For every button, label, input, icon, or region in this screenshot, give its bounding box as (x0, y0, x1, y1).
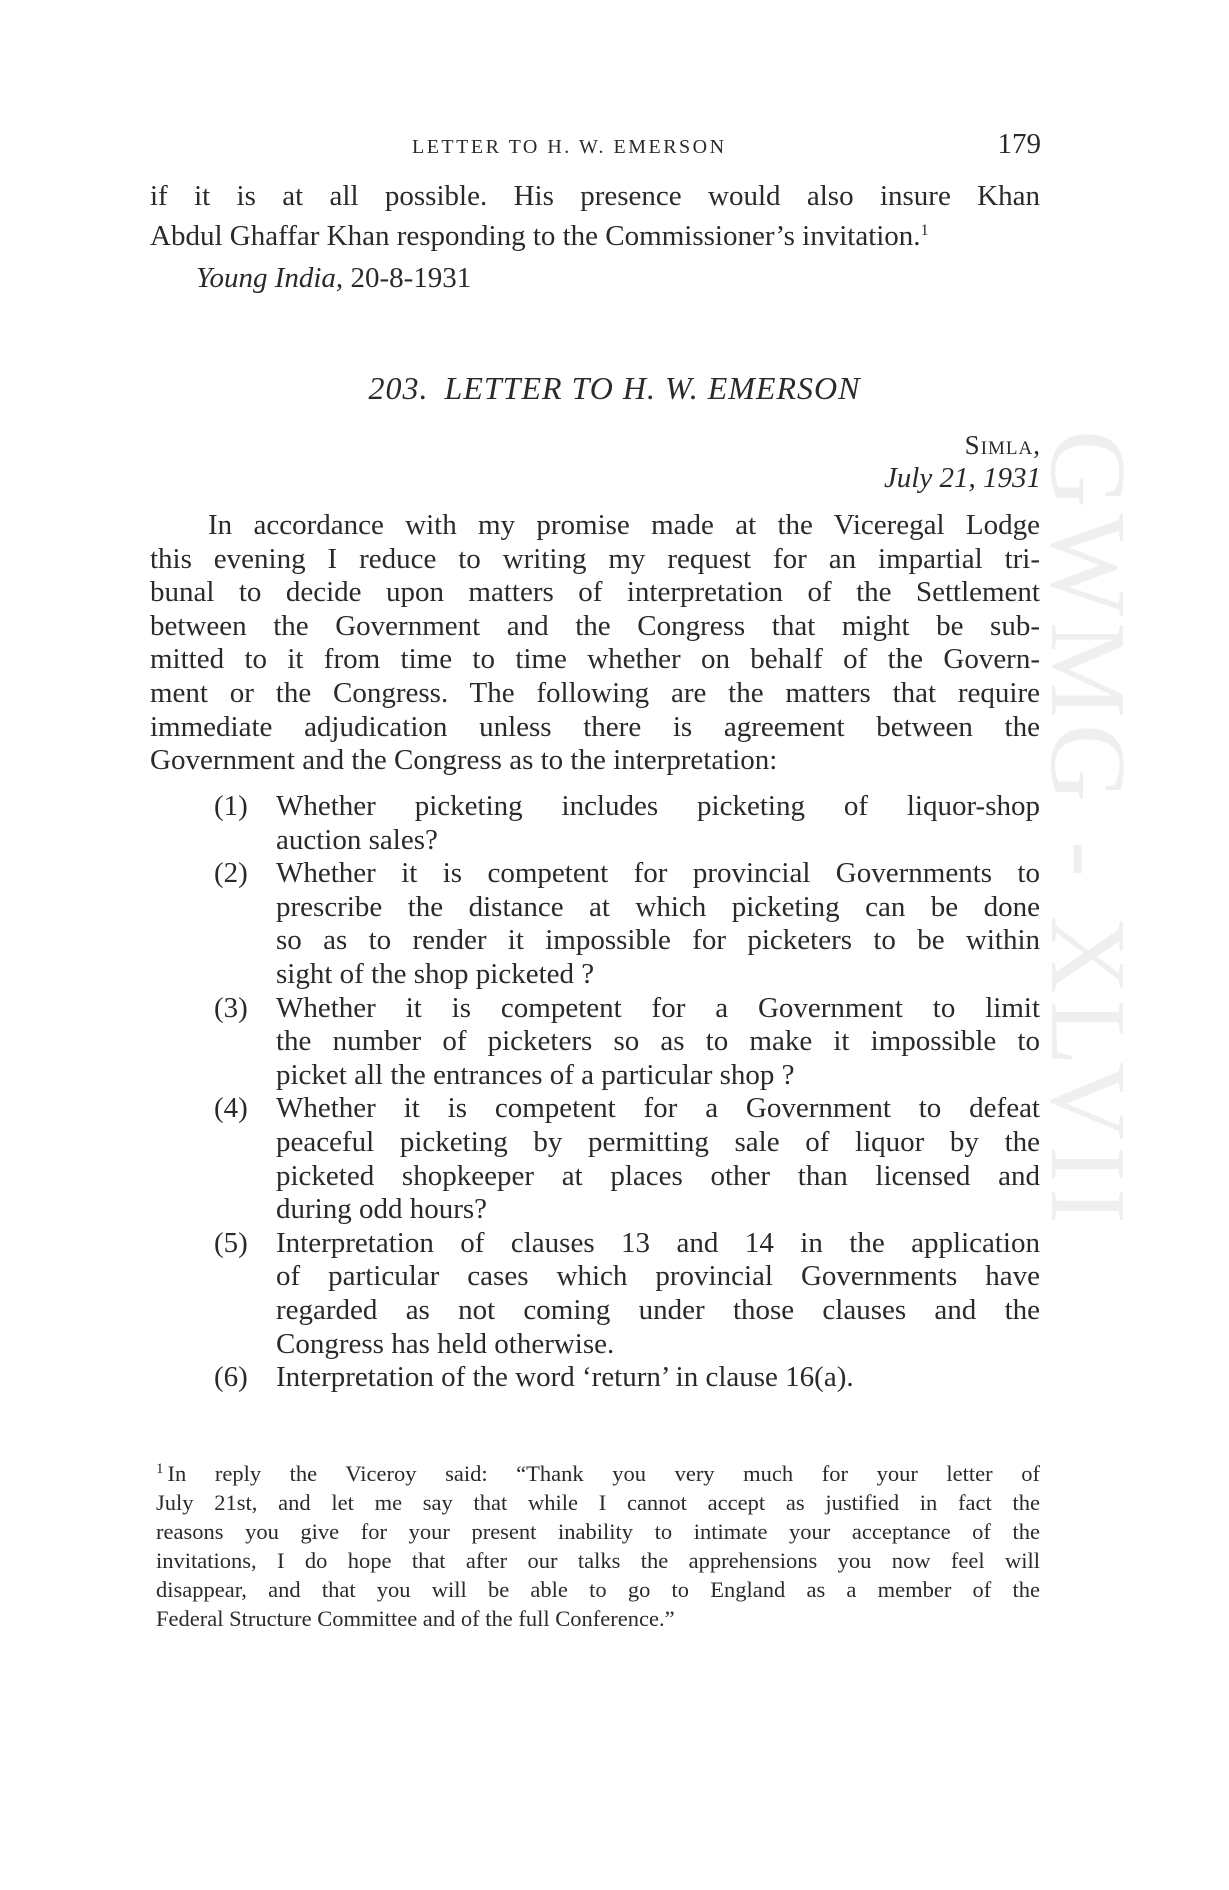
footnote (156, 1455, 1040, 1633)
text-line: between the Government and the Congress that might be sub- (150, 609, 1040, 642)
list-item (214, 1227, 1040, 1361)
text-line: In accordance with my promise made at the Viceregal Lodge (208, 509, 1040, 541)
item-text: peaceful picketing by permitting sale of liquor by the (276, 1125, 1040, 1158)
list-item (214, 857, 1040, 991)
item-text: picketed shopkeeper at places other than licensed and (276, 1159, 1040, 1192)
item-text: Whether picketing includes picketing of liquor-shop (276, 790, 1040, 822)
footnote-line: reasons you give for your present inability to intimate your acceptance of the (156, 1519, 1040, 1544)
footnote-line: $^1$ In reply the Viceroy said: “Thank you very much for your letter of (156, 1461, 1040, 1486)
item-text: picket all the entrances of a particular shop ? (276, 1058, 795, 1091)
dateline-date: July 21, 1931 (883, 462, 1041, 494)
text-line: bunal to decide upon matters of interpretation of the Settlement (150, 576, 1040, 609)
item-text: Whether it is competent for provincial Governments to (276, 857, 1040, 890)
item-number: (5) (214, 1226, 248, 1259)
source-date: 20-8-1931 (350, 262, 472, 294)
item-text: Congress has held otherwise. (276, 1327, 615, 1360)
continuation-text (150, 180, 1040, 253)
item-number: (4) (214, 1092, 248, 1125)
text-line: mitted to it from time to time whether on behalf of the Govern- (150, 643, 1040, 676)
page-number: 179 (997, 128, 1041, 160)
source-publication: Young India, (196, 262, 344, 294)
item-number: (1) (214, 790, 248, 822)
list-item (214, 790, 1040, 857)
watermark: GWMG - XLVII (1028, 430, 1147, 1230)
item-text: prescribe the distance at which picketing can be done (276, 890, 1040, 923)
letter-body (150, 509, 1040, 778)
list-item (214, 992, 1040, 1093)
item-number: (2) (214, 857, 248, 890)
text-line: Government and the Congress as to the interpretation: (150, 744, 778, 777)
text-line: immediate adjudication unless there is agreement between the (150, 710, 1040, 743)
item-text: Whether it is competent for a Government to limit (276, 991, 1040, 1024)
item-text: Interpretation of the word ‘return’ in clause 16(a). (276, 1361, 854, 1394)
item-text: regarded as not coming under those clauses and the (276, 1293, 1040, 1326)
source-citation (196, 262, 471, 295)
item-text: the number of picketers so as to make it impossible to (276, 1025, 1040, 1058)
footnote-line: July 21st, and let me say that while I cannot accept as justified in fact the (156, 1490, 1040, 1515)
item-text: during odd hours? (276, 1193, 488, 1226)
item-text: Whether it is competent for a Government to defeat (276, 1092, 1040, 1125)
item-text: Interpretation of clauses 13 and 14 in the application (276, 1226, 1040, 1259)
footnote-mark: 1 (156, 1461, 164, 1477)
running-head: LETTER TO H. W. EMERSON (412, 136, 727, 158)
footnote-line: invitations, I do hope that after our talks the apprehensions you now feel will (156, 1548, 1040, 1573)
dateline-place: Simla, (964, 430, 1041, 460)
section-heading: LETTER TO H. W. EMERSON (444, 370, 861, 406)
text-line: this evening I reduce to writing my request for an impartial tri- (150, 542, 1040, 575)
numbered-list (214, 790, 1040, 1395)
section-title (0, 370, 1229, 407)
item-text: sight of the shop picketed ? (276, 957, 595, 990)
section-number: 203. (368, 370, 429, 406)
item-number: (3) (214, 991, 248, 1024)
item-text: of particular cases which provincial Governments have (276, 1260, 1040, 1293)
text-line: ment or the Congress. The following are the matters that require (150, 676, 1040, 709)
footnote-line: disappear, and that you will be able to go to England as a member of the (156, 1577, 1040, 1602)
text-line: if it is at all possible. His presence would also insure Khan (150, 180, 1040, 212)
list-item (214, 1361, 1040, 1395)
item-number: (6) (214, 1361, 248, 1394)
text-line: Abdul Ghaffar Khan responding to the Commissioner’s invitation.$^1$ (150, 219, 929, 252)
item-text: auction sales? (276, 823, 438, 856)
list-item (214, 1092, 1040, 1226)
item-text: so as to render it impossible for picketers to be within (276, 924, 1040, 957)
footnote-ref: 1 (920, 221, 929, 239)
footnote-line: Federal Structure Committee and of the full Conference.” (156, 1606, 675, 1631)
